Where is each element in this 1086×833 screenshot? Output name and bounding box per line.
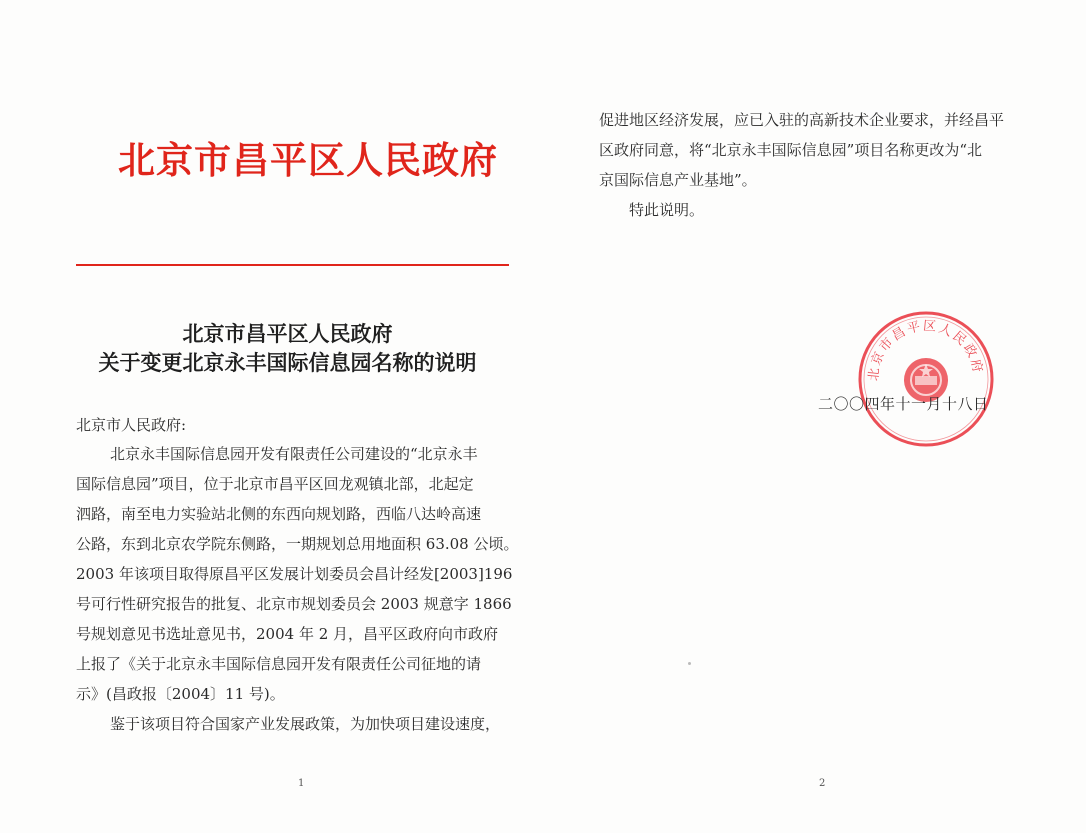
body-line: 公路，东到北京农学院东侧路，一期规划总用地面积 63.08 公顷。 [76, 535, 519, 553]
body-line: 区政府同意，将“北京永丰国际信息园”项目名称更改为“北 [599, 141, 983, 159]
addressee: 北京市人民政府: [76, 416, 187, 434]
svg-text:北京市昌平区人民政府: 北京市昌平区人民政府 [866, 318, 986, 382]
body-line: 北京永丰国际信息园开发有限责任公司建设的“北京永丰 [110, 445, 478, 463]
signature-date: 二〇〇四年十一月十八日 [818, 395, 989, 413]
body-line: 号规划意见书选址意见书，2004 年 2 月，昌平区政府向市政府 [76, 625, 499, 643]
body-line: 2003 年该项目取得原昌平区发展计划委员会昌计经发[2003]196 [76, 565, 513, 583]
body-line: 国际信息园”项目，位于北京市昌平区回龙观镇北部，北起定 [76, 475, 474, 493]
page-number: 2 [819, 778, 826, 789]
document-title-line-2: 关于变更北京永丰国际信息园名称的说明 [98, 350, 477, 375]
page-2 [543, 0, 1086, 833]
body-line: 鉴于该项目符合国家产业发展政策，为加快项目建设速度， [110, 715, 501, 733]
body-line: 泗路，南至电力实验站北侧的东西向规划路，西临八达岭高速 [76, 505, 482, 523]
body-line: 促进地区经济发展，应已入驻的高新技术企业要求，并经昌平 [599, 111, 1005, 129]
body-line: 号可行性研究报告的批复、北京市规划委员会 2003 规意字 1866 [76, 595, 512, 613]
scan-speck [688, 662, 691, 665]
red-divider-line [76, 264, 509, 266]
body-line: 上报了《关于北京永丰国际信息园开发有限责任公司征地的请 [76, 655, 482, 673]
body-line: 特此说明。 [629, 201, 705, 219]
body-line: 京国际信息产业基地”。 [599, 171, 757, 189]
page-number: 1 [298, 778, 305, 789]
official-seal-stamp [855, 308, 997, 450]
body-line: 示》(昌政报〔2004〕11 号)。 [76, 685, 285, 703]
document-header: 北京市昌平区人民政府 [118, 138, 498, 182]
document-title-line-1: 北京市昌平区人民政府 [182, 321, 393, 346]
